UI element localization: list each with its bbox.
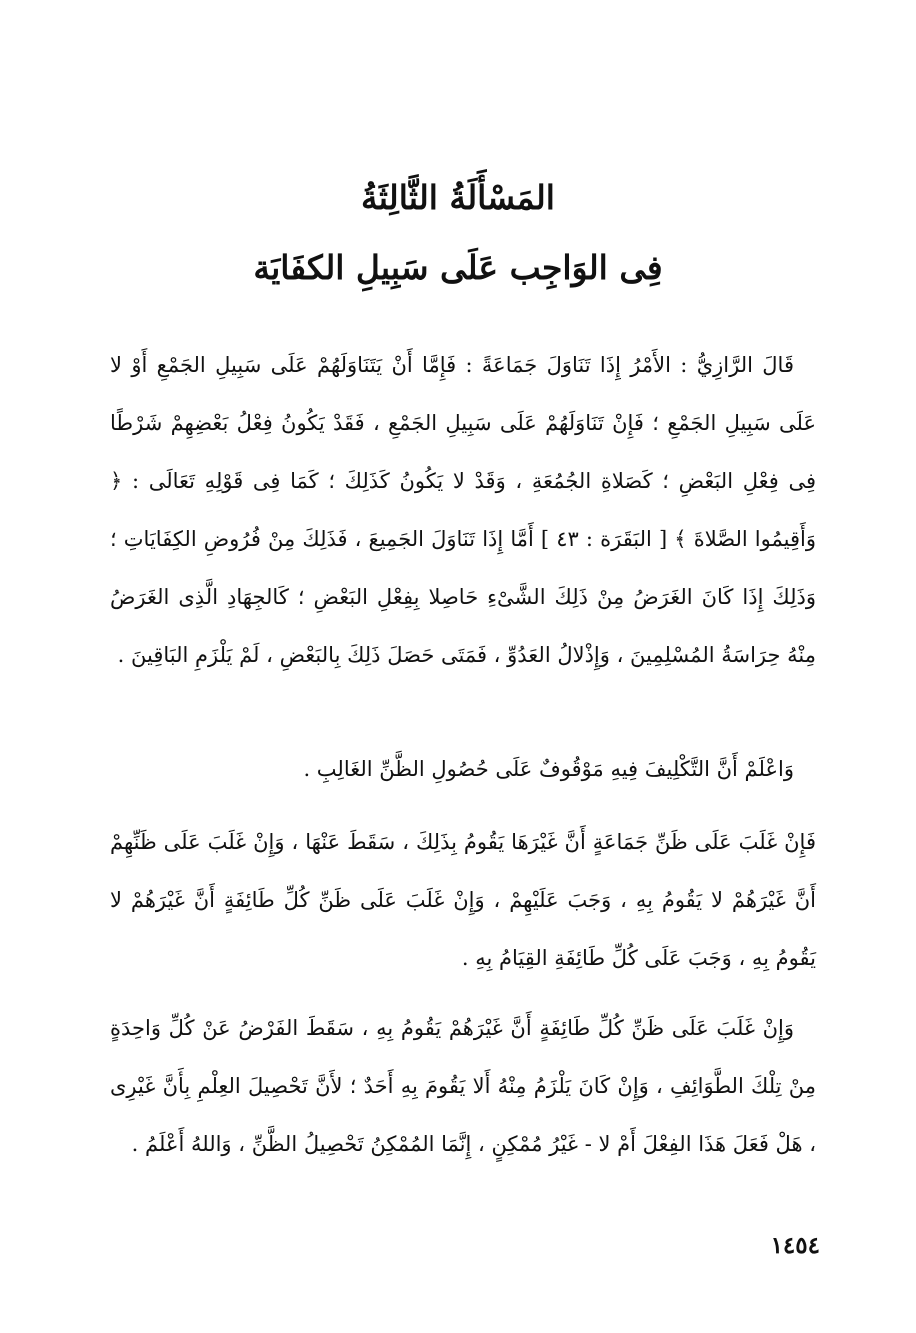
chapter-subtitle: فِى الوَاجِب عَلَى سَبِيلِ الكفَايَة [253,248,663,287]
paragraph-razi-quote: قَالَ الرَّازِيُّ : الأَمْرُ إِذَا تَنَاوَلَ جَمَاعَةً : فَإِمَّا أَنْ يَتَنَاوَلَهُمْ عَلَى سَبِيلِ الجَمْعِ أَوْ لا عَلَى سَبِيلِ الجَمْعِ ؛ فَإِنْ تَنَاوَلَهُمْ عَلَى سَبِيلِ الجَمْعِ ، فَقَدْ يَكُونُ فِعْلُ بَعْضِهِمْ شَرْطًا فِى فِعْلِ البَعْضِ ؛ كَصَلاةِ الجُمُعَةِ ، وَقَدْ لا يَكُونُ كَذَلِكَ ؛ كَمَا فِى قَوْلِهِ تَعَالَى : ﴿ وَأَقِيمُوا الصَّلاةَ ﴾ [ البَقَرَة : ٤٣ ] أَمَّا إِذَا تَنَاوَلَ الجَمِيعَ ، فَذَلِكَ مِنْ فُرُوضِ الكِفَايَاتِ ؛ وَذَلِكَ إِذَا كَانَ الغَرَضُ مِنْ ذَلِكَ الشَّىْءِ حَاصِلا بِفِعْلِ البَعْضِ ؛ كَالجِهَادِ الَّذِى الغَرَضُ مِنْهُ حِرَاسَةُ المُسْلِمِينَ ، وَإِذْلالُ العَدُوِّ ، فَمَتَى حَصَلَ ذَلِكَ بِالبَعْضِ ، لَمْ يَلْزَمِ البَاقِينَ . [110,353,816,667]
paragraph-taklif: وَاعْلَمْ أَنَّ التَّكْلِيفَ فِيهِ مَوْقُوفٌ عَلَى حُصُولِ الظَّنِّ الغَالِبِ . [303,757,794,781]
paragraph-conclusion: وَإِنْ غَلَبَ عَلَى ظَنِّ كُلِّ طَائِفَةٍ أَنَّ غَيْرَهُمْ يَقُومُ بِهِ ، سَقَطَ الفَرْضُ عَنْ كُلِّ وَاحِدَةٍ مِنْ تِلْكَ الطَّوَائِفِ ، وَإِنْ كَانَ يَلْزَمُ مِنْهُ أَلا يَقُومَ بِهِ أَحَدٌ ؛ لأَنَّ تَحْصِيلَ العِلْمِ بِأَنَّ غَيْرِى ، هَلْ فَعَلَ هَذَا الفِعْلَ أَمْ لا - غَيْرُ مُمْكِنٍ ، إِنَّمَا المُمْكِنُ تَحْصِيلُ الظَّنِّ ، وَاللهُ أَعْلَمُ . [110,1016,816,1156]
page-number: ١٤٥٤ [770,1232,820,1259]
chapter-title: المَسْأَلَةُ الثَّالِثَةُ [361,178,555,217]
paragraph-zann-cases: فَإِنْ غَلَبَ عَلَى ظَنِّ جَمَاعَةٍ أَنَّ غَيْرَهَا يَقُومُ بِذَلِكَ ، سَقَطَ عَنْهَا ، وَإِنْ غَلَبَ عَلَى ظَنِّهِمْ أَنَّ غَيْرَهُمْ لا يَقُومُ بِهِ ، وَجَبَ عَلَيْهِمْ ، وَإِنْ غَلَبَ عَلَى ظَنِّ كُلِّ طَائِفَةٍ أَنَّ غَيْرَهُمْ لا يَقُومُ بِهِ ، وَجَبَ عَلَى كُلِّ طَائِفَةِ القِيَامُ بِهِ . [110,830,816,970]
